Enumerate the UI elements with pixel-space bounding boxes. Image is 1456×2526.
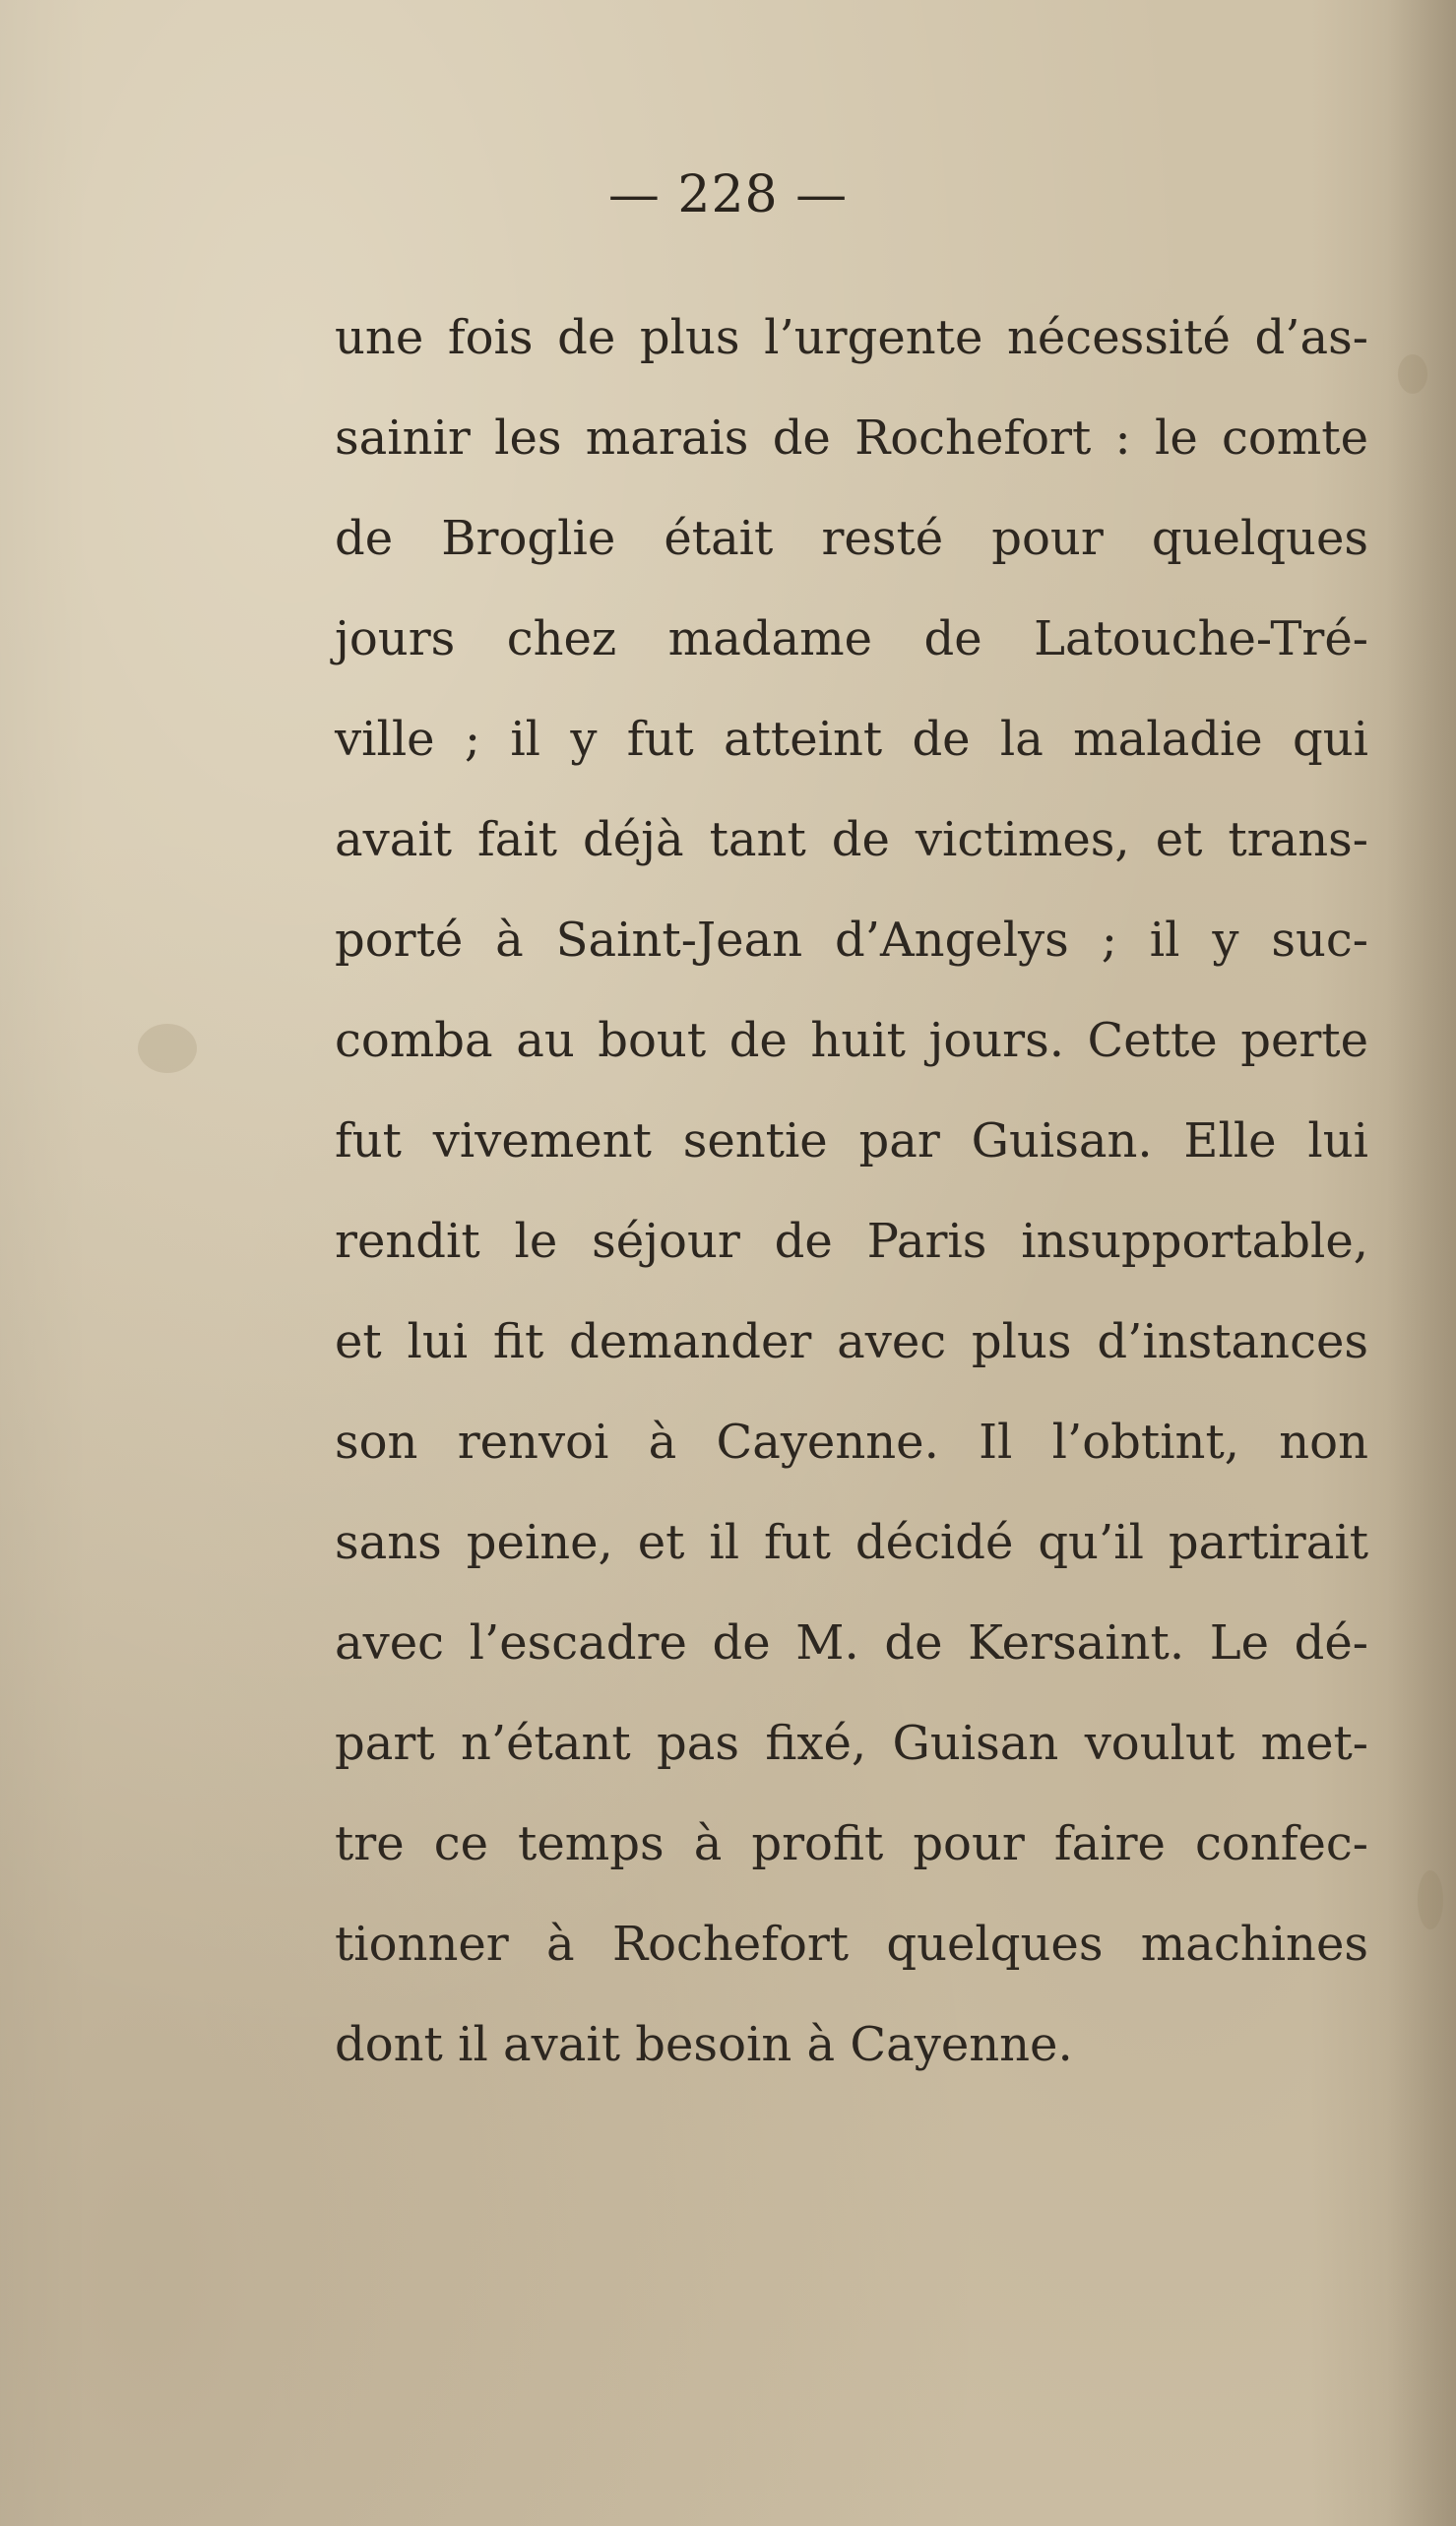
page-number: — 228 —: [607, 165, 849, 224]
text-line: ville ; il y fut atteint de la maladie qui: [335, 712, 1368, 767]
paper-stain: [1398, 354, 1427, 394]
text-line: et lui fit demander avec plus d’instances: [335, 1314, 1368, 1369]
text-line: une fois de plus l’urgente nécessité d’as-: [335, 310, 1368, 365]
text-line: avec l’escadre de M. de Kersaint. Le dé-: [335, 1615, 1368, 1671]
text-line: rendit le séjour de Paris insupportable,: [335, 1214, 1368, 1269]
text-line: porté à Saint-Jean d’Angelys ; il y suc-: [335, 913, 1368, 968]
text-line: son renvoi à Cayenne. Il l’obtint, non: [335, 1415, 1368, 1470]
text-line: avait fait déjà tant de victimes, et trans-: [335, 812, 1368, 867]
text-line: part n’étant pas fixé, Guisan voulut met-: [335, 1716, 1368, 1771]
paper-stain: [1418, 1870, 1443, 1929]
text-line: tionner à Rochefort quelques machines: [335, 1917, 1368, 1972]
text-line: jours chez madame de Latouche-Tré-: [335, 611, 1368, 666]
text-line-last: dont il avait besoin à Cayenne.: [335, 2017, 1073, 2072]
text-line: de Broglie était resté pour quelques: [335, 511, 1368, 566]
text-line: sainir les marais de Rochefort : le comte: [335, 410, 1368, 466]
text-line: fut vivement sentie par Guisan. Elle lui: [335, 1113, 1368, 1168]
paper-stain: [138, 1024, 197, 1073]
body-text: [335, 287, 1368, 2095]
text-line: tre ce temps à profit pour faire confec-: [335, 1816, 1368, 1871]
text-line: sans peine, et il fut décidé qu’il partirait: [335, 1515, 1368, 1570]
text-line: comba au bout de huit jours. Cette perte: [335, 1013, 1368, 1068]
